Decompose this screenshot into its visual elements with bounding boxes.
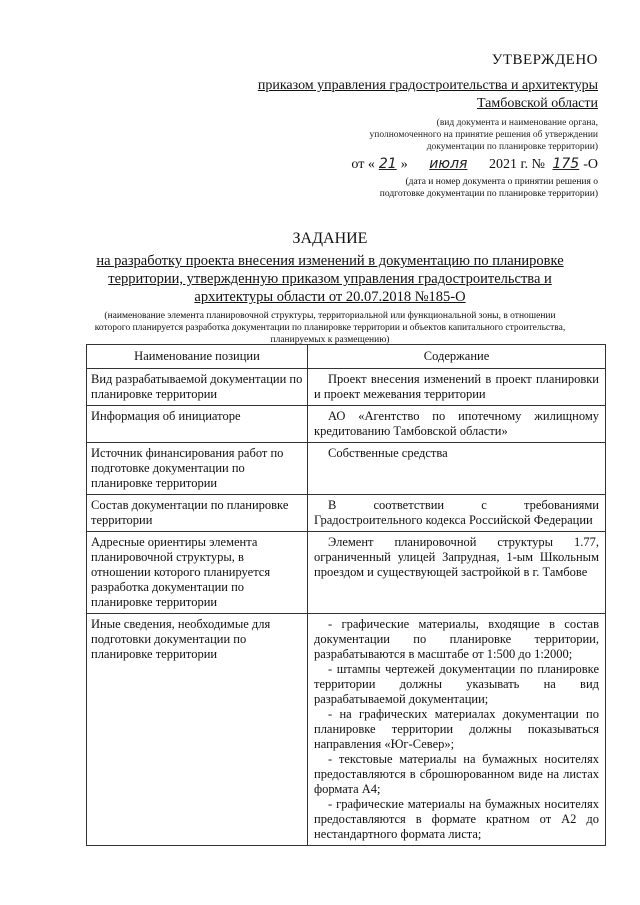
task-title: ЗАДАНИЕ <box>292 230 368 247</box>
table-header-row <box>87 345 606 369</box>
task-heading <box>60 230 600 346</box>
approval-note <box>178 117 598 153</box>
row-label: Адресные ориентиры элемента планировочной структуры, в отношении которого планируется разработка документации по планировке территории <box>87 532 308 614</box>
requirement-item: - штампы чертежей документации по планировке территории должны указывать на вид разрабатываемой документации; <box>314 662 599 706</box>
row-label: Информация об инициаторе <box>87 406 308 443</box>
date-month: июля <box>429 156 468 172</box>
date-note-2: подготовке документации по планировке территории) <box>379 189 598 199</box>
requirement-item: - графические материалы, входящие в состав документации по планировке территории, разрабатываются в масштабе от 1:500 до 1:2000; <box>314 617 599 661</box>
row-label: Состав документации по планировке территории <box>87 495 308 532</box>
approval-note-2: уполномоченного на принятие решения об утверждении <box>369 130 598 140</box>
date-mid: » <box>400 157 408 172</box>
row-content <box>308 369 606 406</box>
date-note <box>338 176 598 200</box>
approval-note-1: (вид документа и наименование органа, <box>436 118 598 128</box>
order-number: 175 <box>552 156 580 172</box>
date-year: 2021 г. № <box>488 157 545 172</box>
table-row <box>87 406 606 443</box>
table-row <box>87 443 606 495</box>
order-dateline <box>198 156 598 173</box>
row-content <box>308 406 606 443</box>
approval-title: УТВЕРЖДЕНО <box>491 52 598 68</box>
table-row <box>87 369 606 406</box>
row-content <box>308 532 606 614</box>
row-content <box>308 443 606 495</box>
header-content: Содержание <box>308 345 606 369</box>
requirement-item: - графические материалы на бумажных носителях предоставляются в формате кратном от А2 до нестандартного формата листа; <box>314 797 599 841</box>
table-row <box>87 495 606 532</box>
row-content-text: Проект внесения изменений в проект планировки и проект межевания территории <box>314 372 599 401</box>
date-note-1: (дата и номер документа о принятии решения о <box>405 177 598 187</box>
requirement-item: - на графических материалах документации по планировке территории должны показываться направления «Юг-Север»; <box>314 707 599 751</box>
row-content-text: Собственные средства <box>328 446 448 460</box>
row-content <box>308 614 606 846</box>
date-prefix: от « <box>351 157 375 172</box>
table-row <box>87 614 606 846</box>
approval-note-3: документации по планировке территории) <box>426 142 598 152</box>
header-position: Наименование позиции <box>87 345 308 369</box>
approval-line-2: Тамбовской области <box>476 96 598 111</box>
task-subtitle-3: архитектуры области от 20.07.2018 №185-О <box>194 289 466 305</box>
task-heading-note: (наименование элемента планировочной структуры, территориальной или функциональной зоны, в отношении которого планируется разработка документации по планировке территории и объектов капитального строительства, планируемых к размещению) <box>94 311 566 345</box>
approval-block <box>178 52 598 153</box>
row-label: Вид разрабатываемой документации по планировке территории <box>87 369 308 406</box>
row-content <box>308 495 606 532</box>
row-content-text: В соответствии с требованиями Градостроительного кодекса Российской Федерации <box>314 498 599 527</box>
row-content-text: АО «Агентство по ипотечному жилищному кредитованию Тамбовской области» <box>314 409 599 438</box>
approval-line-1: приказом управления градостроительства и архитектуры <box>257 78 598 93</box>
task-subtitle-1: на разработку проекта внесения изменений в документацию по планировке <box>96 253 564 269</box>
row-content-text: Элемент планировочной структуры 1.77, ограниченный улицей Запрудная, 1-ым Школьным проездом и существующей застройкой в г. Тамбове <box>314 535 599 579</box>
order-suffix: -О <box>583 157 598 172</box>
date-day: 21 <box>378 156 397 172</box>
task-subtitle-2: территории, утвержденную приказом управления градостроительства и <box>108 271 552 287</box>
table-row <box>87 532 606 614</box>
requirement-item: - текстовые материалы на бумажных носителях предоставляются в сброшюрованном виде на листах формата А4; <box>314 752 599 796</box>
row-label: Источник финансирования работ по подготовке документации по планировке территории <box>87 443 308 495</box>
task-table <box>86 344 606 846</box>
row-label: Иные сведения, необходимые для подготовки документации по планировке территории <box>87 614 308 846</box>
